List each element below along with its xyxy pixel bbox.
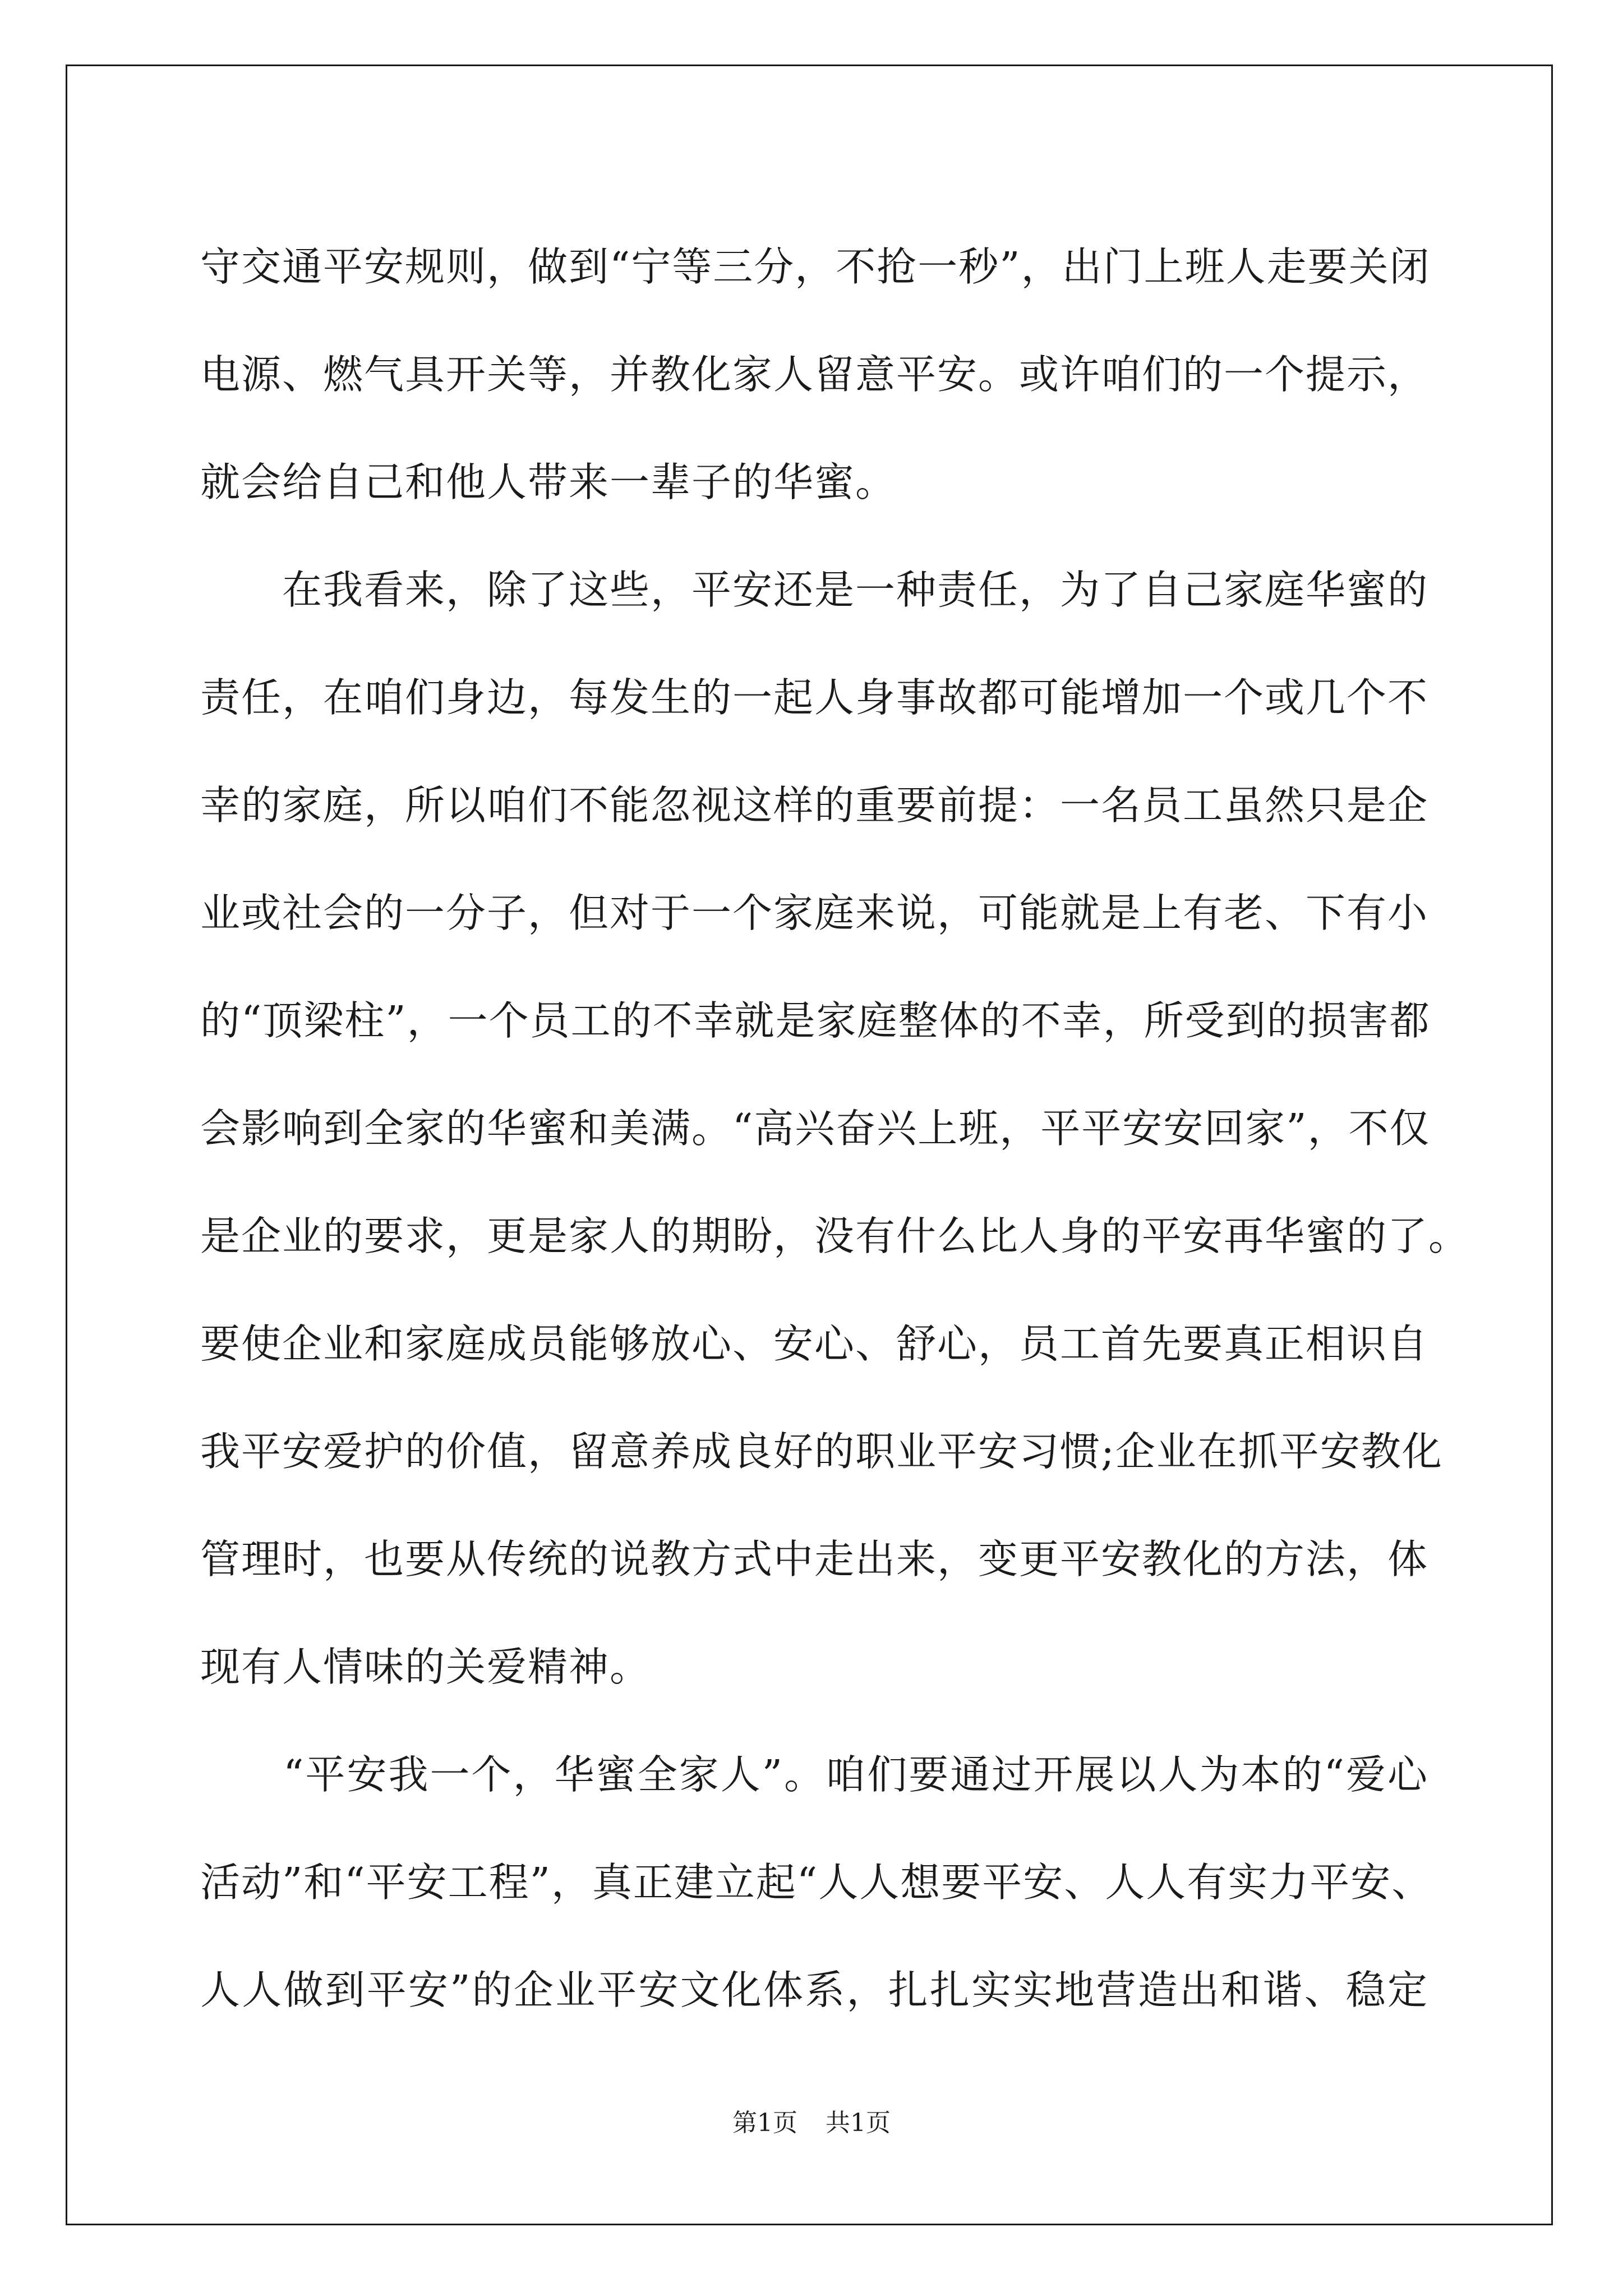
text-line: 要使企业和家庭成员能够放心、安心、舒心，员工首先要真正相识自 [200, 1320, 1429, 1367]
text-line: 会影响到全家的华蜜和美满。“高兴奋兴上班，平平安安回家”，不仅 [200, 1105, 1431, 1152]
page-footer [0, 2102, 1623, 2138]
page-total: 共1页 [826, 2109, 891, 2137]
text-line: 是企业的要求，更是家人的期盼，没有什么比人身的平安再华蜜的了。 [200, 1213, 1470, 1259]
text-line: 电源、燃气具开关等，并教化家人留意平安。或许咱们的一个提示， [200, 351, 1429, 398]
text-line: 我平安爱护的价值，留意养成良好的职业平安习惯;企业在抓平安教化 [200, 1428, 1443, 1475]
text-line: 活动”和“平安工程”，真正建立起“人人想要平安、人人有实力平安、 [200, 1859, 1433, 1906]
text-line: 责任，在咱们身边，每发生的一起人身事故都可能增加一个或几个不 [200, 674, 1429, 721]
page-number: 第1页 [732, 2109, 797, 2137]
document-body [200, 213, 1470, 2044]
text-line: 守交通平安规则，做到“宁等三分，不抢一秒”，出门上班人走要关闭 [200, 243, 1431, 290]
text-line: 管理时，也要从传统的说教方式中走出来，变更平安教化的方法，体 [200, 1536, 1429, 1582]
text-line: 现有人情味的关爱精神。 [200, 1644, 651, 1690]
text-line: 业或社会的一分子，但对于一个家庭来说，可能就是上有老、下有小 [200, 890, 1429, 936]
text-line: 就会给自己和他人带来一辈子的华蜜。 [200, 459, 897, 505]
text-line: 在我看来，除了这些，平安还是一种责任，为了自己家庭华蜜的 [200, 567, 1429, 613]
text-line: “平安我一个，华蜜全家人”。咱们要通过开展以人为本的“爱心 [200, 1751, 1428, 1798]
text-line: 人人做到平安”的企业平安文化体系，扎扎实实地营造出和谐、稳定 [200, 1967, 1428, 2013]
text-line: 幸的家庭，所以咱们不能忽视这样的重要前提：一名员工虽然只是企 [200, 782, 1429, 829]
text-line: 的“顶梁柱”，一个员工的不幸就是家庭整体的不幸，所受到的损害都 [200, 997, 1431, 1044]
